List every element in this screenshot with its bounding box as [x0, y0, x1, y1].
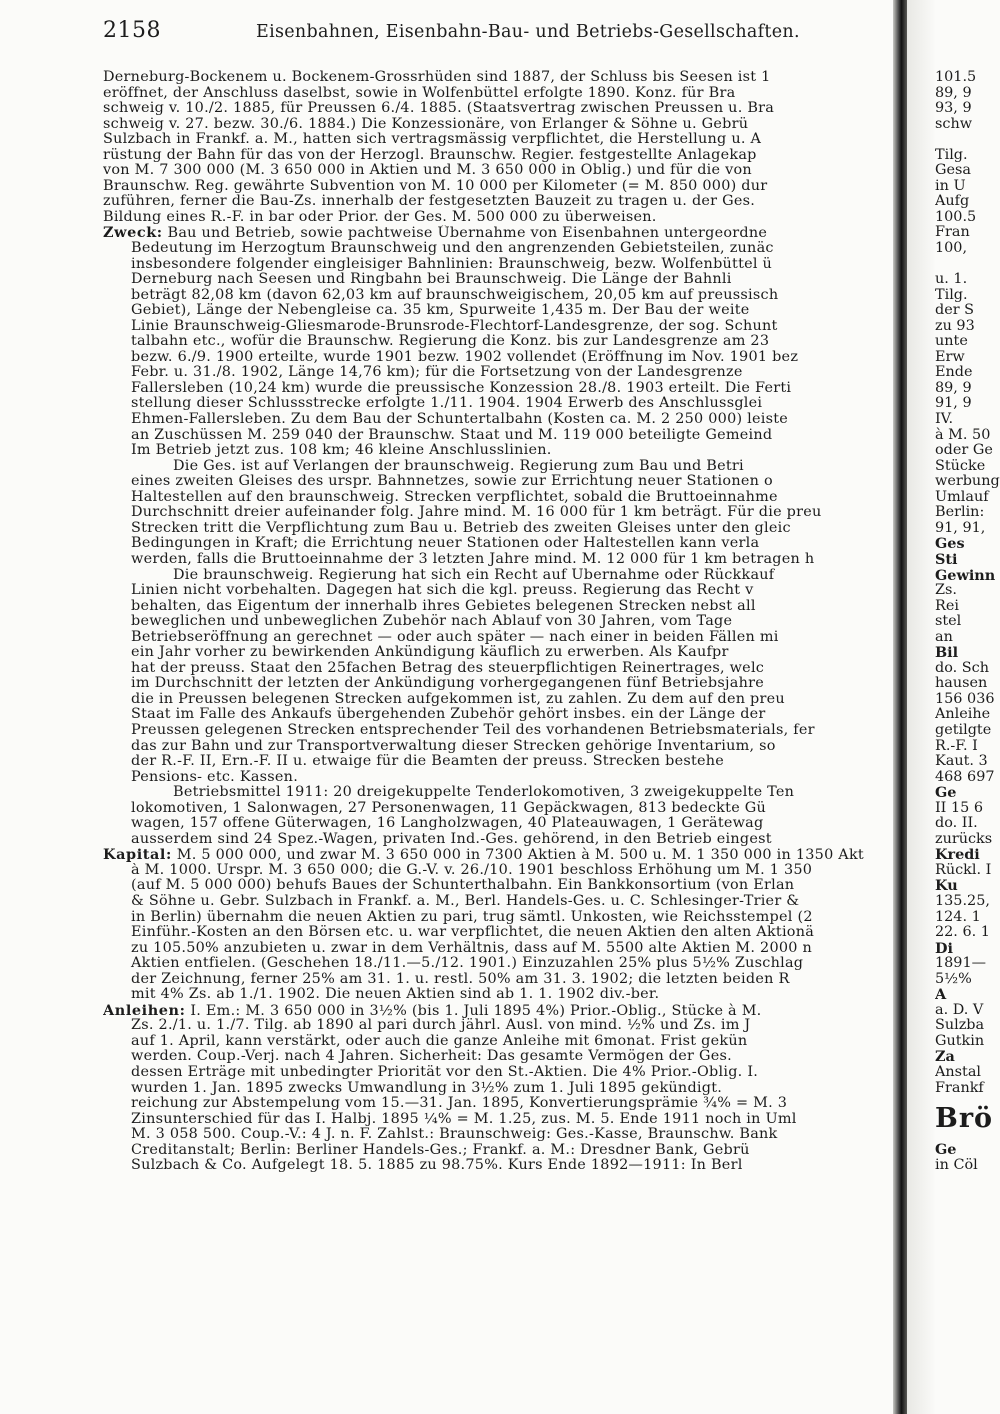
text-line	[103, 505, 893, 521]
section-label: Zweck:	[103, 225, 163, 242]
text-line	[103, 925, 893, 941]
line-text: I. Em.: M. 3 650 000 in 3½% (bis 1. Juli 1895 4%) Prior.-Oblig., Stücke à M.	[190, 1002, 762, 1019]
adjacent-fragment: Za	[935, 1048, 955, 1066]
line-text: rüstung der Bahn für das von der Herzogl. Braunschw. Regier. festgestellte Anlagekap	[103, 147, 757, 163]
line-text: Bedeutung im Herzogtum Braunschweig und den angrenzenden Gebietsteilen, zunäc	[131, 241, 774, 257]
text-line	[103, 396, 893, 412]
text-line	[103, 956, 893, 972]
line-text: der Zeichnung, ferner 25% am 31. 1. u. restl. 50% am 31. 3. 1902; die letzten beiden R	[131, 971, 790, 987]
adjacent-fragment: unte	[935, 333, 968, 350]
line-text: stellung dieser Schlussstrecke erfolgte 1./11. 1904. 1904 Erwerb des Anschlussglei	[131, 396, 763, 412]
line-text: Betriebseröffnung an gerechnet — oder auch später — nach einer in beiden Fällen mi	[131, 629, 779, 645]
text-line	[103, 490, 893, 506]
line-text: Creditanstalt; Berlin: Berliner Handels-Ges.; Frankf. a. M.: Dresdner Bank, Gebrü	[131, 1142, 750, 1158]
adjacent-fragment: Stücke	[935, 457, 986, 474]
adjacent-fragment: Zs.	[935, 582, 957, 599]
text-line	[103, 630, 893, 646]
text-line	[103, 179, 893, 195]
text-line	[103, 770, 893, 786]
line-text: werden. Coup.-Verj. nach 4 Jahren. Sicherheit: Das gesamte Vermögen der Ges.	[131, 1049, 732, 1065]
text-line	[103, 303, 893, 319]
text-line	[103, 910, 893, 926]
line-text: Bildung eines R.-F. in bar oder Prior. der Ges. M. 500 000 zu überweisen.	[103, 209, 657, 225]
adjacent-fragment: Gewinn	[935, 566, 996, 584]
text-line	[103, 568, 893, 584]
adjacent-fragment: 101.5	[935, 70, 977, 85]
adjacent-fragment: Umlauf	[935, 488, 989, 505]
line-text: dessen Erträge mit unbedingter Priorität vor den St.-Aktien. Die 4% Prior.-Oblig. I.	[131, 1065, 759, 1080]
text-line	[103, 692, 893, 708]
line-text: das zur Bahn und zur Transportverwaltung dieser Strecken gehörige Inventarium, so	[131, 738, 776, 754]
line-text: Braunschw. Reg. gewährte Subvention von M. 10 000 per Kilometer (= M. 850 000) dur	[103, 178, 768, 194]
text-line	[103, 863, 893, 879]
line-text: insbesondere folgender eingleisiger Bahnlinien: Braunschweig, bezw. Wolfenbüttel ü	[131, 256, 773, 272]
text-line	[103, 754, 893, 770]
line-text: Derneburg nach Seesen und Ringbahn bei Braunschweig. Die Länge der Bahnli	[131, 272, 732, 288]
text-line	[103, 1096, 893, 1112]
text-line	[103, 739, 893, 755]
text-line	[103, 552, 893, 568]
text-line	[103, 70, 893, 86]
line-text: M. 3 058 500. Coup.-V.: 4 J. n. F. Zahlst.: Braunschweig: Ges.-Kasse, Braunschw. Bank	[131, 1127, 778, 1143]
adjacent-fragment: Fran	[935, 224, 970, 241]
line-text: Sulzbach in Frankf. a. M., hatten sich vertragsmässig verpflichtet, die Herstellung u. A	[103, 132, 762, 148]
adjacent-fragment: zurücks	[935, 830, 993, 847]
line-text: Linien nicht vorbehalten. Dagegen hat sich die kgl. preuss. Regierung das Recht v	[131, 583, 754, 599]
line-text: eines zweiten Gleises des urspr. Bahnnetzes, sowie zur Errichtung neuer Stationen o	[131, 474, 773, 490]
line-text: Strecken tritt die Verpflichtung zum Bau u. Betrieb des zweiten Gleises unter den gleic	[131, 520, 791, 536]
text-line	[103, 412, 893, 428]
line-text: auf 1. April, kann verstärkt, oder auch die ganze Anleihe mit 6monat. Frist gekün	[131, 1033, 748, 1049]
adjacent-fragment: der S	[935, 302, 975, 319]
section-label: Anleihen:	[103, 1002, 186, 1019]
text-line	[103, 536, 893, 552]
adjacent-fragment: Kaut. 3	[935, 753, 988, 770]
text-line	[103, 676, 893, 692]
adjacent-fragment: Tilg.	[935, 146, 968, 163]
adjacent-fragment: Anleihe	[935, 706, 991, 723]
line-text: & Söhne u. Gebr. Sulzbach in Frankf. a. M., Berl. Handels-Ges. u. C. Schlesinger-Trier &	[131, 893, 800, 909]
line-text: Staat im Falle des Ankaufs übergehenden Zubehör gehört insbes. ein der Länge der	[131, 707, 766, 723]
line-text: schweig v. 10./2. 1885, für Preussen 6./4. 1885. (Staatsvertrag zwischen Preussen u. Bra	[103, 101, 775, 117]
line-text: Bau und Betrieb, sowie pachtweise Übernahme von Eisenbahnen untergeordne	[167, 225, 768, 242]
adjacent-fragment: 1891—	[935, 955, 987, 972]
adjacent-fragment: 89, 9	[935, 379, 972, 396]
adjacent-fragment: Bil	[935, 644, 959, 662]
text-line	[103, 428, 893, 444]
adjacent-fragment: 135.25,	[935, 892, 990, 909]
page-gutter	[907, 0, 935, 1414]
line-text: M. 5 000 000, und zwar M. 3 650 000 in 7300 Aktien à M. 500 u. M. 1 350 000 in 1350 Akt	[176, 847, 864, 863]
text-line	[103, 521, 893, 537]
text-line	[103, 101, 893, 117]
adjacent-fragment: in U	[935, 177, 966, 194]
text-line	[103, 350, 893, 366]
line-text: Linie Braunschweig-Gliesmarode-Brunsrode-Flechtorf-Landesgrenze, der sog. Schunt	[131, 318, 778, 334]
adjacent-fragment: 89, 9	[935, 84, 972, 101]
line-text: bezw. 6./9. 1900 erteilte, wurde 1901 bezw. 1902 vollendet (Eröffnung im Nov. 1901 bez	[131, 349, 799, 365]
adjacent-fragment: do. II.	[935, 815, 978, 832]
adjacent-fragment: IV.	[935, 411, 954, 428]
text-line	[103, 1158, 893, 1174]
line-text: Einführ.-Kosten an den Börsen etc. u. war verpflichtet, die neuen Aktien den alten Aktionä	[131, 925, 815, 941]
adjacent-fragment: Erw	[935, 348, 965, 365]
adjacent-fragment: zu 93	[935, 317, 975, 334]
adjacent-fragment: Sti	[935, 550, 958, 568]
adjacent-page-column	[935, 70, 1000, 1173]
adjacent-fragment: 156 036	[935, 690, 995, 707]
text-line	[103, 1003, 893, 1019]
line-text: Die braunschweig. Regierung hat sich ein Recht auf Übernahme oder Rückkauf	[173, 567, 775, 583]
adjacent-fragment: u. 1.	[935, 271, 968, 288]
text-line	[103, 443, 893, 459]
text-line	[103, 288, 893, 304]
line-text: Im Betrieb jetzt zus. 108 km; 46 kleine Anschlusslinien.	[131, 443, 552, 459]
text-line	[103, 614, 893, 630]
text-line	[103, 148, 893, 164]
text-line	[103, 816, 893, 832]
line-text: Zinsunterschied für das I. Halbj. 1895 ¼% = M. 1.25, zus. M. 5. Ende 1911 noch in Uml	[131, 1111, 797, 1127]
line-text: im Durchschnitt der letzten der Ankündigung vorhergegangenen fünf Betriebsjahre	[131, 676, 764, 692]
adjacent-fragment: 100.5	[935, 208, 977, 225]
text-line	[103, 194, 893, 210]
text-line	[103, 459, 893, 475]
adjacent-fragment: Frankf	[935, 1079, 984, 1096]
adjacent-fragment: hausen	[935, 675, 988, 692]
line-text: Aktien entfielen. (Geschehen 18./11.—5./12. 1901.) Einzuzahlen 25% plus 5½% Zuschlag	[131, 956, 804, 972]
line-text: in Berlin) übernahm die neuen Aktien zu pari, trug sämtl. Unkosten, wie Reichsstempel (2	[131, 909, 813, 925]
text-line	[103, 894, 893, 910]
text-line	[103, 210, 893, 226]
adjacent-fragment: A	[935, 986, 947, 1004]
adjacent-fragment: Brö	[935, 1103, 994, 1135]
text-line	[103, 1081, 893, 1097]
line-text: Zs. 2./1. u. 1./7. Tilg. ab 1890 al pari durch jährl. Ausl. von mind. ½% und Zs. im J	[131, 1018, 751, 1034]
line-text: Die Ges. ist auf Verlangen der braunschweig. Regierung zum Bau und Betri	[173, 458, 744, 474]
adjacent-fragment: Di	[935, 939, 953, 957]
adjacent-fragment: schw	[935, 115, 973, 132]
text-line	[103, 334, 893, 350]
text-line	[103, 225, 893, 241]
text-line	[103, 1065, 893, 1081]
adjacent-fragment: 22. 6. 1	[935, 924, 990, 941]
line-text: Gebiet), Länge der Nebengleise ca. 35 km, Spurweite 1,435 m. Der Bau der weite	[131, 303, 750, 319]
line-text: werden, falls die Bruttoeinnahme der 3 letzten Jahre mind. M. 12 000 für 1 km betragen h	[131, 551, 815, 567]
adjacent-fragment: Ges	[935, 535, 965, 553]
text-line	[103, 1018, 893, 1034]
line-text: wagen, 157 offene Güterwagen, 16 Langholzwagen, 40 Plateauwagen, 1 Gerätewag	[131, 816, 764, 832]
text-line	[103, 1143, 893, 1159]
text-line	[103, 801, 893, 817]
line-text: ausserdem sind 24 Spez.-Wagen, privaten Ind.-Ges. gehörend, in den Betrieb eingest	[131, 831, 772, 847]
adjacent-fragment	[935, 257, 1000, 273]
page-fold-shadow	[893, 0, 907, 1414]
text-line	[103, 1127, 893, 1143]
adjacent-fragment: II 15 6	[935, 799, 983, 816]
adjacent-fragment: do. Sch	[935, 659, 989, 676]
line-text: reichung zur Abstempelung vom 15.—31. Jan. 1895, Konvertierungsprämie ¾% = M. 3	[131, 1096, 788, 1112]
line-text: der R.-F. II, Ern.-F. II u. etwaige für die Beamten der preuss. Strecken bestehe	[131, 754, 725, 770]
adjacent-fragment: oder Ge	[935, 442, 993, 459]
line-text: Sulzbach & Co. Aufgelegt 18. 5. 1885 zu 98.75%. Kurs Ende 1892—1911: In Berl	[131, 1158, 743, 1174]
adjacent-fragment: 5½%	[935, 970, 972, 987]
line-text: Haltestellen auf den braunschweig. Strecken verpflichtet, sobald die Bruttoeinnahme	[131, 489, 778, 505]
line-text: beträgt 82,08 km (davon 62,03 km auf braunschweigischem, 20,05 km auf preussisch	[131, 287, 779, 303]
text-line	[103, 832, 893, 848]
line-text: die in Preussen belegenen Strecken aufgekommen ist, zu zahlen. Zu dem auf den preu	[131, 691, 785, 707]
adjacent-fragment: Ende	[935, 364, 973, 381]
text-line	[103, 1034, 893, 1050]
line-text: Preussen gelegenen Strecken entsprechender Teil des vorhandenen Betriebsmaterials, fer	[131, 722, 815, 738]
line-text: wurden 1. Jan. 1895 zwecks Umwandlung in 3½% zum 1. Juli 1895 gekündigt.	[131, 1080, 723, 1096]
adjacent-fragment: stel	[935, 613, 962, 630]
text-line	[103, 972, 893, 988]
line-text: (auf M. 5 000 000) behufs Baues der Schunterthalbahn. Ein Bankkonsortium (von Erlan	[131, 878, 795, 894]
adjacent-fragment: à M. 50	[935, 426, 991, 443]
text-line	[103, 723, 893, 739]
adjacent-fragment: in Cöl	[935, 1156, 978, 1173]
line-text: eröffnet, der Anschluss daselbst, sowie in Wolfenbüttel erfolgte 1890. Konz. für Bra	[103, 85, 736, 101]
adjacent-fragment: R.-F. I	[935, 737, 978, 754]
line-text: hat der preuss. Staat den 25fachen Betrag des steuerpflichtigen Reinertrages, welc	[131, 660, 765, 676]
adjacent-fragment: Anstal	[935, 1064, 982, 1080]
adjacent-fragment: 100,	[935, 240, 968, 257]
page-number: 2158	[103, 18, 161, 43]
adjacent-fragment: Kredi	[935, 846, 980, 864]
main-text-column	[103, 70, 893, 1174]
line-text: lokomotiven, 1 Salonwagen, 27 Personenwagen, 11 Gepäckwagen, 813 bedeckte Gü	[131, 800, 767, 816]
line-text: zu 105.50% anzubieten u. zwar in dem Verhältnis, dass auf M. 5500 alte Aktien M. 2000 n	[131, 940, 813, 956]
adjacent-fragment: 93, 9	[935, 100, 972, 117]
text-line	[103, 941, 893, 957]
line-text: à M. 1000. Urspr. M. 3 650 000; die G.-V. v. 26./10. 1901 beschloss Erhöhung um M. 1 350	[131, 862, 813, 878]
adjacent-fragment: Berlin:	[935, 504, 985, 521]
line-text: zuführen, ferner die Bau-Zs. innerhalb der festgesetzten Bauzeit zu tragen u. der Ges.	[103, 194, 756, 210]
text-line	[103, 86, 893, 102]
text-line	[103, 272, 893, 288]
adjacent-fragment	[935, 132, 1000, 148]
adjacent-fragment: Ge	[935, 784, 957, 802]
text-line	[103, 583, 893, 599]
adjacent-fragment: Ku	[935, 877, 958, 895]
adjacent-fragment: 91, 91,	[935, 519, 986, 536]
text-line	[103, 987, 893, 1003]
adjacent-fragment: Aufg	[935, 193, 970, 210]
adjacent-fragment: a. D. V	[935, 1001, 984, 1018]
text-line	[103, 878, 893, 894]
line-text: Febr. u. 31./8. 1902, Länge 14,76 km); für die Fortsetzung von der Landesgrenze	[131, 365, 743, 381]
text-line	[103, 645, 893, 661]
adjacent-fragment: werbung	[935, 473, 1000, 490]
line-text: Pensions- etc. Kassen.	[131, 769, 299, 785]
line-text: behalten, das Eigentum der innerhalb ihres Gebietes belegenen Strecken nebst all	[131, 598, 756, 614]
adjacent-fragment: 468 697	[935, 768, 995, 785]
text-line	[103, 365, 893, 381]
text-line	[103, 474, 893, 490]
text-line	[103, 381, 893, 397]
text-line	[103, 661, 893, 677]
text-line	[103, 1112, 893, 1128]
text-line	[103, 241, 893, 257]
adjacent-fragment: Rei	[935, 597, 959, 614]
line-text: Bedingungen in Kraft; die Errichtung neuer Stationen oder Haltestellen kann verla	[131, 536, 760, 552]
text-line	[103, 163, 893, 179]
adjacent-fragment: Rückl. I	[935, 861, 992, 878]
line-text: schweig v. 27. bezw. 30./6. 1884.) Die Konzessionäre, von Erlanger & Söhne u. Gebrü	[103, 116, 749, 132]
line-text: beweglichen und unbeweglichen Zubehör nach Ablauf von 30 Jahren, vom Tage	[131, 614, 733, 630]
line-text: Durchschnitt dreier aufeinander folg. Jahre mind. M. 16 000 für 1 km beträgt. Für die preu	[131, 505, 822, 521]
line-text: an Zuschüssen M. 259 040 der Braunschw. Staat und M. 119 000 beteiligte Gemeind	[131, 427, 773, 443]
text-line	[103, 117, 893, 133]
section-label: Kapital:	[103, 847, 172, 863]
adjacent-fragment: Ge	[935, 1141, 957, 1159]
adjacent-fragment: Sulzba	[935, 1017, 985, 1034]
line-text: ein Jahr vorher zu bewirkenden Ankündigung käuflich zu erwerben. Als Kaufpr	[131, 645, 729, 661]
adjacent-fragment: 91, 9	[935, 395, 972, 412]
text-line	[103, 847, 893, 863]
line-text: von M. 7 300 000 (M. 3 650 000 in Aktien und M. 3 650 000 in Oblig.) und für die von	[103, 163, 752, 179]
adjacent-fragment: Gesa	[935, 162, 971, 179]
line-text: mit 4% Zs. ab 1./1. 1902. Die neuen Aktien sind ab 1. 1. 1902 div.-ber.	[131, 987, 660, 1003]
text-line	[103, 257, 893, 273]
adjacent-fragment: 124. 1	[935, 908, 981, 925]
adjacent-fragment: Gutkin	[935, 1032, 985, 1049]
text-line	[103, 707, 893, 723]
running-title: Eisenbahnen, Eisenbahn-Bau- und Betriebs-Gesellschaften.	[256, 22, 800, 42]
line-text: Betriebsmittel 1911: 20 dreigekuppelte Tenderlokomotiven, 3 zweigekuppelte Ten	[173, 785, 795, 801]
text-line	[103, 599, 893, 615]
line-text: Fallersleben (10,24 km) wurde die preussische Konzession 28./8. 1903 erteilt. Die Ferti	[131, 380, 792, 396]
text-line	[103, 319, 893, 335]
text-line	[103, 785, 893, 801]
adjacent-fragment: an	[935, 628, 953, 645]
text-line	[103, 132, 893, 148]
line-text: talbahn etc., wofür die Braunschw. Regierung die Konz. bis zur Landesgrenze am 23	[131, 334, 770, 350]
text-line	[103, 1049, 893, 1065]
line-text: Derneburg-Bockenem u. Bockenem-Grossrhüden sind 1887, der Schluss bis Seesen ist 1	[103, 70, 771, 85]
line-text: Ehmen-Fallersleben. Zu dem Bau der Schuntertalbahn (Kosten ca. M. 2 250 000) leiste	[131, 412, 789, 428]
adjacent-fragment: Tilg.	[935, 286, 968, 303]
adjacent-fragment: getilgte	[935, 721, 992, 738]
